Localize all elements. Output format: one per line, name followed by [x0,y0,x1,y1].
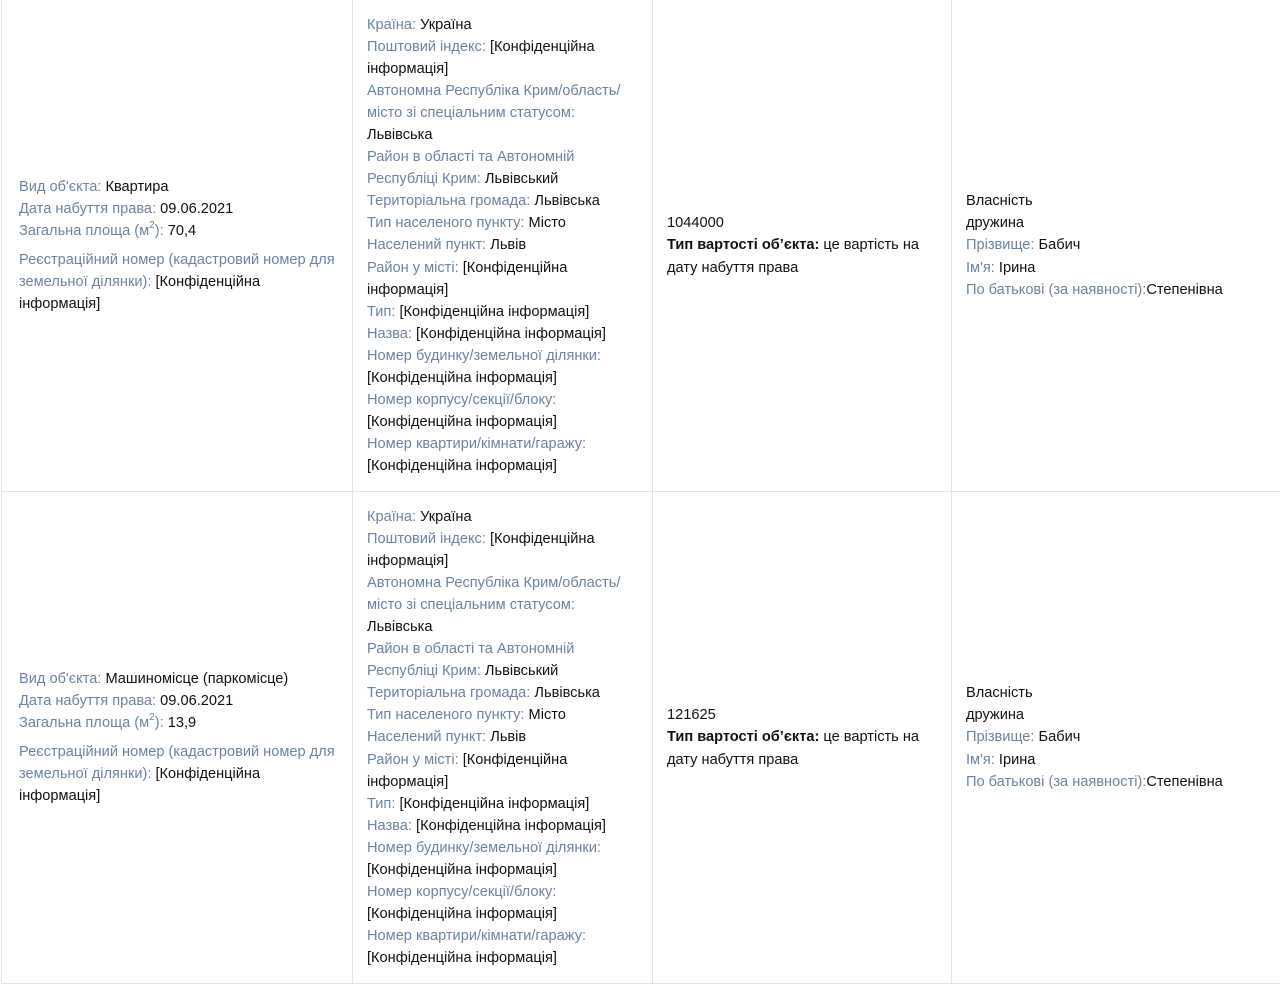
building-number-label: Номер будинку/земельної ділянки: [367,347,601,364]
owner-patronymic-value: Степенівна [1146,281,1223,298]
community [367,682,638,704]
cost-type [667,726,937,770]
apartment-number [367,925,638,969]
owner-patronymic [966,279,1271,301]
object-type-value: Машиномісце (паркомісце) [105,670,289,687]
block-number [367,389,638,433]
region [367,572,638,638]
settlement [367,234,638,256]
block-number-label: Номер корпусу/секції/блоку: [367,884,557,901]
region-label: Автономна Республіка Крим/область/ місто зі спеціальним статусом: [367,574,621,613]
region [367,80,638,146]
street-name-value: [Конфіденційна інформація] [416,325,606,342]
block-number [367,881,638,925]
owner-surname-label: Прізвище: [966,237,1035,254]
country-value: Україна [420,16,472,33]
street-name-value: [Конфіденційна інформація] [416,817,606,834]
object-type [19,668,338,690]
community-value: Львівська [534,685,600,702]
object-info-cell [2,492,353,984]
settlement-type-label: Тип населеного пункту: [367,707,525,724]
address-cell [353,492,653,984]
total-area-value: 70,4 [167,222,197,239]
apartment-number-label: Номер квартири/кімнати/гаражу: [367,436,587,453]
street-name-label: Назва: [367,325,412,342]
district-value: Львівський [484,171,559,188]
owner-surname-value: Бабич [1038,729,1081,746]
owner-name [966,749,1271,771]
cost-cell [653,0,952,492]
street-name [367,323,638,345]
owner-surname-value: Бабич [1038,237,1081,254]
region-value: Львівська [367,126,433,143]
postal-code-label: Поштовий індекс: [367,530,486,547]
total-area-label: Загальна площа $(м^2)$: [19,220,164,239]
country [367,506,638,528]
registration-number-value: [Конфіденційна інформація] [19,274,261,313]
city-district [367,749,638,793]
owner-surname [966,726,1271,748]
cost-amount: 121625 [667,707,716,724]
address-cell [353,0,653,492]
city-district-value: [Конфіденційна інформація] [367,259,568,298]
owner-relation: дружина [966,215,1025,232]
owner-patronymic-label: По батькові (за наявності): [966,281,1147,298]
community-label: Територіальна громада: [367,193,531,210]
community-value: Львівська [534,193,600,210]
registration-number [19,249,338,315]
property-table [1,0,1280,984]
acquisition-date-value: 09.06.2021 [160,200,234,217]
country-label: Країна: [367,16,417,33]
owner-name-value: Ірина [998,751,1036,768]
street-name [367,815,638,837]
country-label: Країна: [367,508,417,525]
total-area [19,712,338,734]
cost-type [667,234,937,278]
settlement-type [367,212,638,234]
community-label: Територіальна громада: [367,685,531,702]
object-type-label: Вид об'єкта: [19,670,102,687]
owner-cell [952,0,1280,492]
building-number [367,345,638,389]
object-type-value: Квартира [105,178,169,195]
settlement-value: Львів [490,729,527,746]
cost-type-value: це вартість на дату набуття права [667,237,920,276]
block-number-value: [Конфіденційна інформація] [367,414,557,431]
postal-code-value: [Конфіденційна інформація] [367,530,595,569]
owner-patronymic [966,771,1271,793]
street-type-label: Тип: [367,795,396,812]
settlement-type [367,704,638,726]
apartment-number-label: Номер квартири/кімнати/гаражу: [367,928,587,945]
street-type [367,301,638,323]
owner-name-label: Ім'я: [966,259,995,276]
country [367,14,638,36]
owner-patronymic-value: Степенівна [1146,773,1223,790]
block-number-value: [Конфіденційна інформація] [367,906,557,923]
street-type-value: [Конфіденційна інформація] [399,303,590,320]
street-type [367,793,638,815]
settlement-label: Населений пункт: [367,729,487,746]
postal-code [367,36,638,80]
building-number-value: [Конфіденційна інформація] [367,862,557,879]
owner-surname [966,234,1271,256]
city-district-label: Район у місті: [367,259,459,276]
building-number-label: Номер будинку/земельної ділянки: [367,839,601,856]
acquisition-date-label: Дата набуття права: [19,692,157,709]
table-row [2,492,1280,984]
acquisition-date-value: 09.06.2021 [160,692,234,709]
city-district [367,257,638,301]
acquisition-date [19,690,338,712]
owner-surname-label: Прізвище: [966,729,1035,746]
owner-name-value: Ірина [998,259,1036,276]
apartment-number-value: [Конфіденційна інформація] [367,950,557,967]
registration-number-label: Реєстраційний номер (кадастровий номер для земельної ділянки): [19,252,335,291]
postal-code [367,528,638,572]
settlement-value: Львів [490,237,527,254]
region-value: Львівська [367,618,433,635]
cost-type-value: це вартість на дату набуття права [667,729,920,768]
apartment-number [367,433,638,477]
street-type-label: Тип: [367,303,396,320]
registration-number [19,741,338,807]
object-type [19,176,338,198]
object-type-label: Вид об'єкта: [19,178,102,195]
community [367,190,638,212]
cost-type-label: Тип вартості об’єкта: [667,729,820,746]
settlement-label: Населений пункт: [367,237,487,254]
total-area [19,220,338,242]
block-number-label: Номер корпусу/секції/блоку: [367,392,557,409]
owner-name-label: Ім'я: [966,751,995,768]
district [367,146,638,190]
district-label: Район в області та Автономній Республіці Крим: [367,641,575,680]
settlement [367,726,638,748]
city-district-label: Район у місті: [367,751,459,768]
street-name-label: Назва: [367,817,412,834]
settlement-type-label: Тип населеного пункту: [367,215,525,232]
owner-name [966,257,1271,279]
total-area-value: 13,9 [167,714,197,731]
total-area-label: Загальна площа $(м^2)$: [19,712,164,731]
cost-cell [653,492,952,984]
cost-type-label: Тип вартості об’єкта: [667,237,820,254]
owner-relation: дружина [966,707,1025,724]
district-label: Район в області та Автономній Республіці Крим: [367,149,575,188]
settlement-type-value: Місто [528,215,566,232]
table-row [2,0,1280,492]
object-info-cell [2,0,353,492]
acquisition-date-label: Дата набуття права: [19,200,157,217]
settlement-type-value: Місто [528,707,566,724]
owner-cell [952,492,1280,984]
registration-number-label: Реєстраційний номер (кадастровий номер для земельної ділянки): [19,744,335,783]
registration-number-value: [Конфіденційна інформація] [19,766,261,805]
owner-patronymic-label: По батькові (за наявності): [966,773,1147,790]
building-number [367,837,638,881]
postal-code-label: Поштовий індекс: [367,38,486,55]
acquisition-date [19,198,338,220]
cost-amount: 1044000 [667,215,724,232]
postal-code-value: [Конфіденційна інформація] [367,38,595,77]
city-district-value: [Конфіденційна інформація] [367,751,568,790]
district-value: Львівський [484,663,559,680]
right-type: Власність [966,193,1033,210]
region-label: Автономна Республіка Крим/область/ місто зі спеціальним статусом: [367,82,621,121]
right-type: Власність [966,685,1033,702]
building-number-value: [Конфіденційна інформація] [367,370,557,387]
apartment-number-value: [Конфіденційна інформація] [367,458,557,475]
street-type-value: [Конфіденційна інформація] [399,795,590,812]
district [367,638,638,682]
country-value: Україна [420,508,472,525]
